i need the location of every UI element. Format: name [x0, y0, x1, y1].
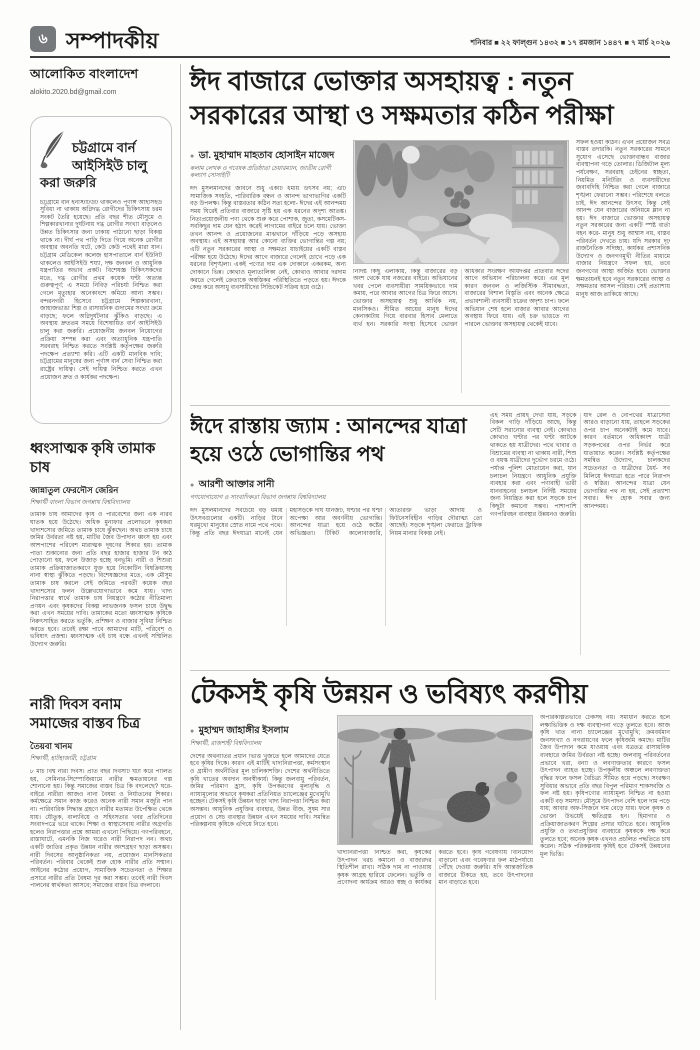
quill-pen-icon — [38, 129, 68, 169]
page-number-badge: ৬ — [30, 26, 56, 52]
section-divider-2 — [190, 670, 670, 671]
article-agri-byline — [190, 720, 330, 749]
article-agri-headline: টেকসই কৃষি উন্নয়ন ও ভবিষ্যৎ করণীয় — [190, 678, 588, 709]
article-eid-market-col-left: ঈদ মুসলমানদের জীবনে শুধু একটি ধর্মীয় উৎসব নয়; এটি সামাজিক সংহতি, পারিবারিক বন্ধন ও আনন্দ ভাগাভাগির একটি বড় উপলক্ষ। কিন্তু বাস্তবতার কঠিন সত্য হলো- ঈদের এই আনন্দময় সময় ঘিরেই প্রতিবার বাজারে সৃষ্টি হয় এক ধরনের অদৃশ্য আতঙ্ক। নিত্যপ্রয়োজনীয় পণ্য থেকে শুরু করে পোশাক, জুতা, কসমেটিকস- সবকিছুর দাম যেন হঠাৎ করেই লাগামের বাইরে চলে যায়। ভোক্তা তখন আনন্দ ও প্রয়োজনের মাঝখানে দাঁড়িয়ে পড়ে অসহায় অবস্থায়। এই অসহায়ত্ব আর কোনো ব্যক্তির ভোগান্তির গল্প নয়; এটি নতুন সরকারের আস্থা ও সক্ষমতা যাচাইয়ের একটি বাস্তব পরীক্ষা হয়ে উঠেছে। ঈদের আগে বাজারে গেলেই চোখে পড়ে এক ধরনের বিশৃঙ্খলা। একই পণ্যের দাম এক দোকানে একরকম, অন্য দোকানে ভিন্ন। কোথাও মূল্যতালিকা নেই, কোথাও আবার দরদাম করতে গেলেই ক্রেতাকে অস্বস্তিকর পরিস্থিতিতে পড়তে হয়। ঈদকে কেন্দ্র করে অসাধু ব্যবসায়ীদের সিন্ডিকেট সক্রিয় হয়ে ওঠে। — [190, 186, 346, 292]
rail-divider — [180, 64, 181, 1030]
article-women-author: তৈয়বা খানম — [30, 741, 73, 752]
market-photo — [353, 140, 569, 264]
masthead — [30, 64, 172, 102]
article-traffic-col-left: ঈদ মুসলমানদের সবচেয়ে বড় ধর্মীয় উৎসবগুলোর একটি। নাড়ির টানে ঘরমুখো মানুষের স্রোত নামে পথে পথে। কিন্তু প্রতি বছর ঈদযাত্রা মানেই যেন মহাসড়কে দীর্ঘ যানজট, ঘণ্টার পর ঘণ্টা অপেক্ষা আর অবর্ণনীয় ভোগান্তি। আনন্দের যাত্রা হয়ে ওঠে কষ্টের অভিজ্ঞতা। টিকিট কালোবাজারি, অতিরিক্ত ভাড়া আদায় ও ফিটনেসবিহীন গাড়ির দৌরাত্ম্য তো আছেই। সড়কে শৃঙ্খলা ফেরাতে ট্রাফিক নিয়ম মানার বিকল্প নেই। — [190, 508, 482, 537]
main-content — [190, 64, 670, 1030]
article-traffic-headline: ঈদে রাস্তায় জ্যাম : আনন্দের যাত্রা হয়ে ওঠে ভোগান্তির পথ — [190, 414, 467, 466]
masthead-logo: আলোকিত বাংলাদেশ — [30, 67, 139, 81]
article-eid-market-byline — [190, 145, 346, 182]
article-traffic-byline — [190, 474, 482, 503]
byline-bullet: ● — [190, 728, 195, 736]
article-eid-market-author-role: কলাম লেখক ও গবেষক প্রতিষ্ঠাতা চেয়ারম্যান, জাতীয় রোগী কল্যাণ সোসাইটি — [190, 165, 331, 180]
article-agri-col-right: অপরিকল্পিতভাবে টেকসই নয়। সমাধান করতে হলে লক্ষ্যভিত্তিক ও দক্ষ ব্যবস্থাপনা গড়ে তুলতে হবে। আজ কৃষি খাত নানা চ্যালেঞ্জের মুখোমুখি; ক্রমবর্ধমান জনসংখ্যা ও নগরায়ণের ফলে কৃষিজমি কমছে। মাটির জৈব উপাদান কমে যাওয়ায় এবং যত্রতত্র রাসায়নিক ব্যবহারে জমির উর্বরতা নষ্ট হচ্ছে। জলবায়ু পরিবর্তনের প্রভাবে খরা, বন্যা ও লবণাক্ততার কারণে ফসল উৎপাদন ব্যাহত হচ্ছে। উপকূলীয় অঞ্চলে লবণাক্ততা বৃদ্ধির ফলে ফসল বৈচিত্র্য সীমিত হয়ে পড়ছে। সংরক্ষণ সুবিধার অভাবে প্রতি বছর বিপুল পরিমাণ শাকসবজি ও ফল নষ্ট হয়। কৃষিপণ্যের ন্যায্যমূল্য নিশ্চিত না হওয়া একটি বড় সমস্যা। মৌসুমে উৎপাদন বেশি হলে দাম পড়ে যায়; আবার অফ-সিজনে দাম বেড়ে যায়। ফলে কৃষক ও ভোক্তা উভয়েই ক্ষতিগ্রস্ত হন। হিমাগার ও প্রক্রিয়াজাতকরণ শিল্পের প্রসার ঘটাতে হবে। আধুনিক প্রযুক্তি ও তথ্যপ্রযুক্তির ব্যবহারে কৃষককে দক্ষ করে তুলতে হবে; অনেক কৃষক এখনও প্রচলিত পদ্ধতিতে চাষ করেন। সঠিক পরিকল্পনায় কৃষিই হবে টেকসই উন্নয়নের মূল ভিত্তি। — [540, 715, 670, 858]
article-traffic-author: আরশী আক্তার সানী — [198, 479, 275, 491]
byline-bullet: ● — [190, 482, 195, 490]
article-women-author-role: শিক্ষার্থী, হাটহাজারী, চট্টগ্রাম — [30, 756, 96, 763]
article-traffic-col-right: এই সময় প্রায়ই দেখা যায়, সড়কে বিকল গাড়ি দাঁড়িয়ে আছে, কিন্তু সেটি সরানোর ব্যবস্থা নেই। কোথাও কোথাও ঘণ্টার পর ঘণ্টা আটকে থাকতে হয় যাত্রীদের। পথে খাবার ও বিশ্রামের ব্যবস্থা না থাকায় নারী, শিশু ও বয়স্ক যাত্রীদের দুর্ভোগ চরমে ওঠে। পর্যাপ্ত পুলিশ মোতায়েন করা, যান চলাচল নিয়ন্ত্রণে আধুনিক প্রযুক্তি ব্যবহার করা এবং পণ্যবাহী ভারী যানবাহনের চলাচল নির্দিষ্ট সময়ের জন্য নিয়ন্ত্রিত করা হলে সড়কে চাপ কিছুটা কমানো সম্ভব। পাশাপাশি গণপরিবহন ব্যবস্থার উন্নয়নও জরুরি। যদি রেল ও নৌপথের যাত্রীসেবা আরও বাড়ানো যায়, তাহলে সড়কের ওপর চাপ অনেকটাই কমে যাবে। কারণ বর্তমানে অধিকাংশ যাত্রী সড়কপথের ওপর নির্ভর করে যাতায়াত করেন। সংশ্লিষ্ট কর্তৃপক্ষের সমন্বিত উদ্যোগ, চালকদের সচেতনতা ও যাত্রীদের ধৈর্য- সব মিলিয়ে ঈদযাত্রা হতে পারে নিরাপদ ও স্বস্তির। আনন্দের যাত্রা যেন ভোগান্তির পথ না হয়, সেই প্রত্যাশা সবার। ঈদ হোক সবার জন্য আনন্দময়। — [490, 412, 670, 518]
article-tobacco-title: ধ্বংসাত্মক কৃষি তামাক চাষ — [30, 441, 156, 476]
farm-photo — [337, 715, 533, 845]
article-traffic-author-role: গণযোগাযোগ ও সাংবাদিকতা বিভাগ জগন্নাথ বিশ্ববিদ্যালয় — [190, 495, 326, 502]
article-agri — [190, 678, 670, 1011]
article-eid-market-author: ডা. মুহাম্মাদ মাহতাব হোসাইন মাজেদ — [198, 149, 335, 161]
article-eid-market-col-right: সফল হওয়া কঠিন। এখন প্রয়োজন সর্বত্র বাস্তব তদারকি। নতুন সরকারের সামনে সুযোগ এসেছে ভোক্তাবান্ধব বাজার ব্যবস্থাপনা গড়ে তোলার। ডিজিটাল মূল্য পর্যবেক্ষণ, সরবরাহ চেইনের স্বচ্ছতা, নিয়মিত মনিটরিং ও ব্যবসায়ীদের জবাবদিহি নিশ্চিত করা গেলে বাজারে শৃঙ্খলা ফেরানো সম্ভব। পরিশেষে বলতে চাই, ঈদ আনন্দের উৎসব; কিন্তু সেই আনন্দ যেন বাজারের অনিয়মে ম্লান না হয়। ঈদ বাজারে ভোক্তার অসহায়ত্ব নতুন সরকারের জন্য একটি স্পষ্ট বার্তা বহন করে- মানুষ শুধু আশ্বাস নয়, বাস্তব পরিবর্তন দেখতে চায়। যদি সরকার দৃঢ় রাজনৈতিক সদিচ্ছা, কার্যকর প্রশাসনিক উদ্যোগ ও জনগণমুখী নীতির মাধ্যমে বাজার নিয়ন্ত্রণে সফল হয়, তবে জনগণের আস্থা অর্জিত হবে। ভোক্তার ক্ষমতায়নই হবে নতুন সরকারের আস্থা ও সক্ষমতার আসল পরিচয়। সেই প্রত্যাশায় মানুষ আজ তাকিয়ে আছে। — [576, 139, 670, 298]
section-title: সম্পাদকীয় — [66, 28, 159, 53]
article-agri-col-mid: খাদ্যনিরাপত্তা নিশ্চিত করা, কৃষকের উৎপাদন খরচ কমানো ও বাজারদর স্থিতিশীল রাখা। সঠিক দাম না পাওয়ায় কৃষক আগ্রহ হারিয়ে ফেলেন। ভর্তুকি ও প্রণোদনা কার্যক্রম আরও স্বচ্ছ ও কার্যকর করতে হবে। কৃষি গবেষণায় বিনিয়োগ বাড়ানো এবং গবেষণার ফল মাঠপর্যায়ে পৌঁছে দেওয়া জরুরি। যদি আন্তর্জাতিক বাজারে টিকতে হয়, তবে উৎপাদনের মান বাড়াতে হবে। — [337, 850, 533, 887]
article-agri-author: মুহাম্মদ জাহাঙ্গীর ইসলাম — [198, 725, 289, 737]
article-tobacco-body: তামাক চাষ আমাদের কৃষি ও পরিবেশের জন্য এক নীরব ঘাতক হয়ে উঠেছে। অধিক মুনাফার প্রলোভনে কৃষকরা খাদ্যশস্যের জমিতে তামাক চাষে ঝুঁকছেন। অথচ তামাক চাষে জমির উর্বরতা নষ্ট হয়, মাটির জৈব উপাদান ধ্বংস হয় এবং আশপাশের পরিবেশ মারাত্মক দূষণের শিকার হয়। তামাক পাতা শুকানোর জন্য প্রতি বছর হাজার হাজার টন কাঠ পোড়ানো হয়, ফলে উজাড় হচ্ছে বনভূমি। নারী ও শিশুরা তামাক প্রক্রিয়াজাতকরণে যুক্ত হয়ে নিকোটিন বিষক্রিয়াসহ নানা স্বাস্থ্য ঝুঁকিতে পড়ছে। বিশেষজ্ঞদের মতে, এক মৌসুম তামাক চাষ করলে সেই জমিতে পরবর্তী কয়েক বছর খাদ্যশস্যের ফলন উল্লেখযোগ্যভাবে কমে যায়। খাদ্য নিরাপত্তার স্বার্থে তামাক চাষ নিয়ন্ত্রণে কঠোর নীতিমালা প্রণয়ন এবং কৃষকদের বিকল্প লাভজনক ফসল চাষে উদ্বুদ্ধ করা এখন সময়ের দাবি। তামাকের মতো ধ্বংসাত্মক কৃষিকে নিরুৎসাহিত করতে ভর্তুকি, প্রশিক্ষণ ও বাজার সুবিধা নিশ্চিত করতে হবে। তবেই রক্ষা পাবে আমাদের মাটি, পরিবেশ ও ভবিষ্যৎ প্রজন্ম। ধ্বংসাত্মক এই চাষ বন্ধে এখনই সম্মিলিত উদ্যোগ জরুরি। — [30, 512, 172, 648]
article-women-body: ৮ মার্চ বিশ্ব নারী দিবস। প্রতি বছর দিবসটি ঘটা করে পালিত হয়, সেমিনার-সিম্পোজিয়ামে নারীর ক্ষমতায়নের গল্প শোনানো হয়। কিন্তু সমাজের বাস্তব চিত্র কি বদলেছে? ঘরে-বাইরে নারীরা আজও নানা বৈষম্য ও নির্যাতনের শিকার। কর্মক্ষেত্রে সমান কাজ করেও অনেক নারী সমান মজুরি পান না। পারিবারিক সিদ্ধান্ত গ্রহণে নারীর মতামত উপেক্ষিত থেকে যায়। যৌতুক, বাল্যবিয়ে ও সহিংসতার খবর প্রতিদিনের সংবাদপত্রে ভরে থাকে। শিক্ষা ও স্বাস্থ্যসেবায় নারীর অগ্রগতি হলেও নিরাপত্তার প্রশ্নে আমরা এখনো পিছিয়ে। গণপরিবহনে, রাস্তাঘাটে, এমনকি নিজ ঘরেও নারী নিরাপদ নন। অথচ একটি জাতির প্রকৃত উন্নয়ন নারীর অংশগ্রহণ ছাড়া অসম্ভব। নারী দিবসের আনুষ্ঠানিকতা নয়, প্রয়োজন মানসিকতার পরিবর্তন। পরিবার থেকেই শুরু হোক নারীর প্রতি সম্মান। আইনের কঠোর প্রয়োগ, সামাজিক সচেতনতা ও শিক্ষার প্রসারে নারীর প্রতি বৈষম্য দূর করা সম্ভব। তবেই নারী দিবস পালনের স্বার্থকতা আসবে; সমাজের বাস্তব চিত্র বদলাবে। — [30, 768, 172, 890]
article-agri-col-left: দেশের অর্থনীতির প্রধান ভিত্তি খুঁজতে হলে আমাদের যেতে হবে কৃষির দিকে। কারণ এই মাটিই খাদ্যনিরাপত্তা, কর্মসংস্থান ও গ্রামীণ অর্থনীতির মূল চালিকাশক্তি। দেশের অর্থনীতিতে কৃষি খাতের অবদান অনস্বীকার্য। কিন্তু জলবায়ু পরিবর্তন, জমির পরিমাণ হ্রাস, কৃষি উপকরণের মূল্যবৃদ্ধি ও ন্যায্যমূল্যের অভাবে কৃষকরা প্রতিনিয়ত চ্যালেঞ্জের মুখোমুখি হচ্ছেন। টেকসই কৃষি উন্নয়ন ছাড়া খাদ্য নিরাপত্তা নিশ্চিত করা অসম্ভব। আধুনিক প্রযুক্তির ব্যবহার, উন্নত বীজ, সুষম সার প্রয়োগ ও সেচ ব্যবস্থার উন্নয়ন এখন সময়ের দাবি। সমন্বিত পরিকল্পনায় কৃষিকে এগিয়ে নিতে হবে। — [190, 753, 330, 829]
article-tobacco-author-role: শিক্ষার্থী বাংলা বিভাগ জগন্নাথ বিশ্ববিদ্যালয় — [30, 499, 130, 506]
article-tobacco — [30, 440, 172, 680]
article-women — [30, 696, 172, 946]
masthead-email: alokito.2020.bd@gmail.com — [30, 89, 117, 96]
editorial-box-body: চট্টগ্রামে বার্ন ইনস্টিটিউট থাকলেও পূর্ণাঙ্গ আইসিইউ সুবিধা না থাকায় অগ্নিদগ্ধ রোগীদের চিকিৎসায় চরম সংকট তৈরি হয়েছে। প্রতি বছর শীত মৌসুমে ও শিল্পকারখানার দুর্ঘটনায় দগ্ধ রোগীর সংখ্যা বাড়লেও উন্নত চিকিৎসার জন্য ঢাকায় পাঠানো ছাড়া বিকল্প থাকে না। দীর্ঘ পথ পাড়ি দিতে গিয়ে অনেক রোগীর অবস্থার অবনতি ঘটে, কেউ কেউ পথেই মারা যান। চট্টগ্রাম মেডিকেল কলেজ হাসপাতালে বার্ন ইউনিট থাকলেও আইসিইউ শয্যা, দক্ষ জনবল ও আধুনিক যন্ত্রপাতির অভাব প্রকট। বিশেষজ্ঞ চিকিৎসকদের মতে, দগ্ধ রোগীর প্রথম কয়েক ঘণ্টা অত্যন্ত গুরুত্বপূর্ণ; এ সময়ে নিবিড় পরিচর্যা নিশ্চিত করা গেলে মৃত্যুহার অনেকাংশে কমিয়ে আনা সম্ভব। বন্দরনগরী হিসেবে চট্টগ্রামে শিল্পকারখানা, জাহাজভাঙা শিল্প ও রাসায়নিক গুদামের সংখ্যা ক্রমে বাড়ছে; ফলে অগ্নিদুর্ঘটনার ঝুঁকিও বাড়ছে। এ অবস্থায় দ্রুততম সময়ে বিশেষায়িত বার্ন আইসিইউ চালু করা জরুরি। প্রয়োজনীয় জনবল নিয়োগের প্রক্রিয়া সম্পন্ন করা এবং অত্যাধুনিক যন্ত্রপাতি সরবরাহ নিশ্চিত করতে সংশ্লিষ্ট কর্তৃপক্ষের জরুরি পদক্ষেপ প্রত্যাশা করি। এটি একটি মানবিক দাবি; চট্টগ্রামের মানুষের জন্য পূর্ণাঙ্গ বার্ন সেবা নিশ্চিত করা রাষ্ট্রের দায়িত্ব। সেই দায়িত্ব নিশ্চিত করতে এখন প্রয়োজন দ্রুত ও কার্যকর পদক্ষেপ। — [40, 199, 162, 381]
article-eid-market-headline: ঈদ বাজারে ভোক্তার অসহায়ত্ব : নতুন সরকারের আস্থা ও সক্ষমতার কঠিন পরীক্ষা — [190, 66, 614, 131]
editorial-box — [30, 116, 172, 424]
article-women-title: নারী দিবস বনাম সমাজের বাস্তব চিত্র — [30, 697, 141, 733]
section-divider-1 — [190, 405, 670, 406]
article-eid-market-col-mid: নির্দিষ্ট কিছু এলাকায়, কিন্তু বাজারের বড় অংশ থেকে যায় নজরের বাইরে। অভিযানের খবর পেলে ব্যবসায়ীরা সাময়িকভাবে দাম কমায়, পরে আবার আগের চিত্র ফিরে আসে। ভোক্তার অসহায়ত্ব শুধু আর্থিক নয়, মানসিকও। সীমিত আয়ের মানুষ ঈদের কেনাকাটায় গিয়ে বারবার হিসাব মেলাতে ব্যর্থ হন। সরকারি সংস্থা হিসেবে ভোক্তা অধিকার সংরক্ষণ অধিদপ্তর প্রতিবার ঈদের আগে অভিযান পরিচালনা করে। এর মূল কারণ জনবল ও লজিস্টিক সীমাবদ্ধতা, বাজারের বিশাল বিস্তৃতি এবং অনেক ক্ষেত্রে প্রভাবশালী ব্যবসায়ী চক্রের অদৃশ্য চাপ। ফলে অভিযান শেষ হলে বাজার আবার আগের অবস্থায় ফিরে যায়। এই চক্র ভাঙতে না পারলে ভোক্তার অসহায়ত্ব থেকেই যাবে। — [353, 268, 569, 328]
byline-bullet: ● — [190, 152, 195, 160]
editorial-box-title: চট্টগ্রামে বার্ন আইসিইউ চালু করা জরুরি — [40, 140, 148, 191]
page-header — [30, 26, 670, 58]
dateline: শনিবার ■ ২২ ফাল্গুন ১৪৩২ ■ ১৭ রমজান ১৪৪৭ ■ ৭ মার্চ ২০২৬ — [470, 38, 670, 47]
article-traffic — [190, 413, 670, 663]
article-agri-author-role: শিক্ষার্থী, রাজশাহী বিশ্ববিদ্যালয় — [190, 741, 262, 748]
article-eid-market — [190, 64, 670, 398]
left-rail — [30, 64, 180, 1030]
article-tobacco-author: জান্নাতুল ফেরদৌস জেরিন — [30, 484, 119, 495]
